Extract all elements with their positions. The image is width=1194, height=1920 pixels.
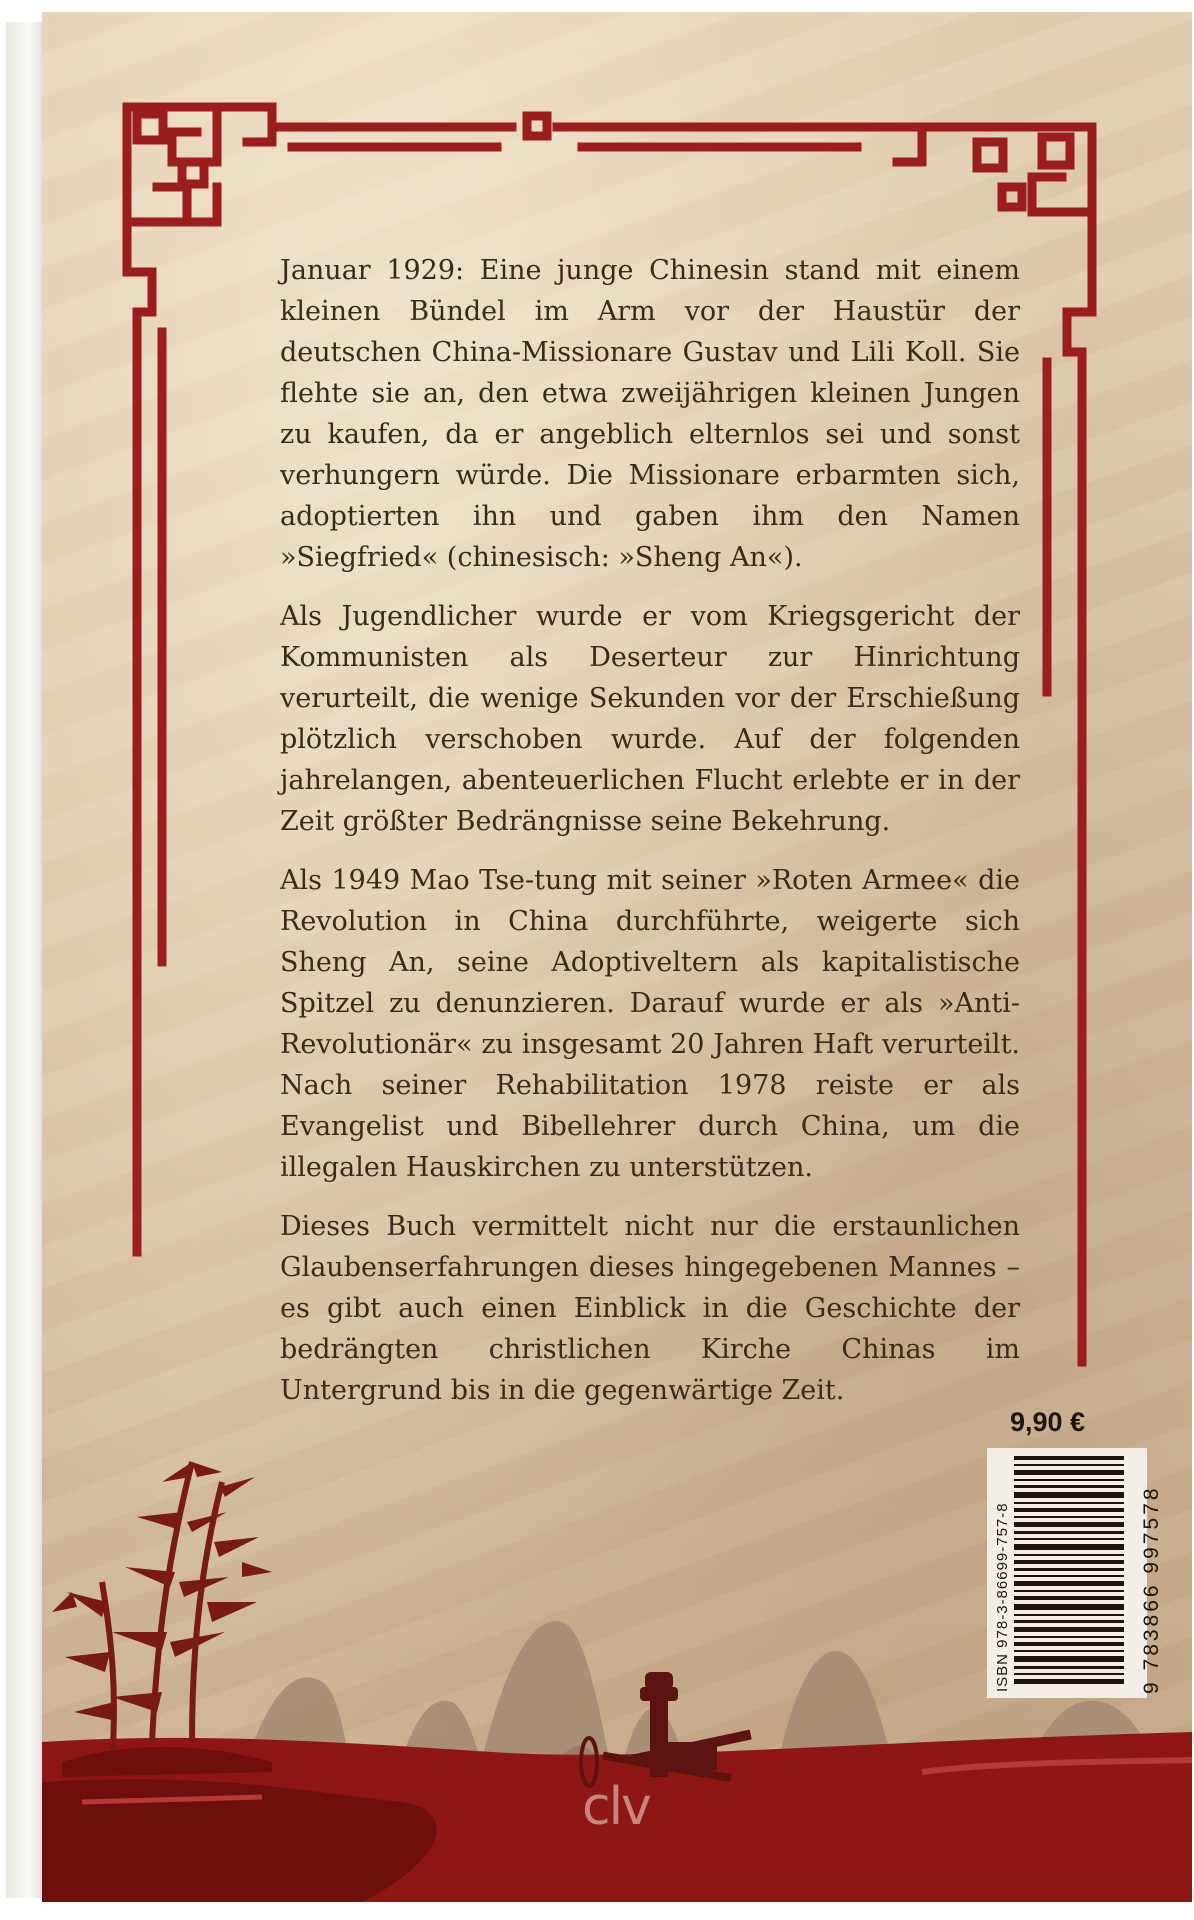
blurb-paragraph-3: Als 1949 Mao Tse-tung mit seiner »Roten Armee« die Revolution in China durchführte, weigerte sich Sheng An, seine Adoptiveltern als kapitalistische Spitzel zu denunzieren. Darauf wurde er als »Anti-Revolutionär« zu insgesamt 20 Jahren Haft verurteilt. Nach seiner Rehabilitation 1978 reiste er als Evangelist und Bibellehrer durch China, um die illegalen Hauskirchen zu unterstützen. bbox=[280, 865, 1020, 1183]
back-cover bbox=[42, 12, 1192, 1902]
ean-number: 9 783866 997578 bbox=[1140, 1485, 1163, 1694]
blurb-paragraph-4: Dieses Buch vermittelt nicht nur die erstaunlichen Glaubenserfahrungen dieses hingegebenen Mannes – es gibt auch einen Einblick in die Geschichte der bedrängten christlichen Kirche Chinas im Untergrund bis in die gegenwärtige Zeit. bbox=[280, 1211, 1020, 1406]
price-label: 9,90 € bbox=[1010, 1407, 1086, 1437]
isbn-number: ISBN 978-3-86699-757-8 bbox=[994, 1502, 1011, 1692]
blurb-text bbox=[280, 250, 1020, 1429]
barcode-bars bbox=[1014, 1456, 1124, 1686]
blurb-paragraph-2: Als Jugendlicher wurde er vom Kriegsgericht der Kommunisten als Deserteur zur Hinrichtung verurteilt, die wenige Sekunden vor der Erschießung plötzlich verschoben wurde. Auf der folgenden jahrelangen, abenteuerlichen Flucht erlebte er in der Zeit größter Bedrängnisse seine Bekehrung. bbox=[280, 601, 1020, 837]
blurb-paragraph-1: Januar 1929: Eine junge Chinesin stand mit einem kleinen Bündel im Arm vor der Haustür der deutschen China-Missionare Gustav und Lili Koll. Sie flehte sie an, den etwa zweijährigen kleinen Jungen zu kaufen, da er angeblich elternlos sei und sonst verhungern würde. Die Missionare erbarmten sich, adoptierten ihn und gaben ihm den Namen »Siegfried« (chinesisch: »Sheng An«). bbox=[280, 255, 1020, 573]
publisher-logo: clv bbox=[582, 1777, 650, 1837]
